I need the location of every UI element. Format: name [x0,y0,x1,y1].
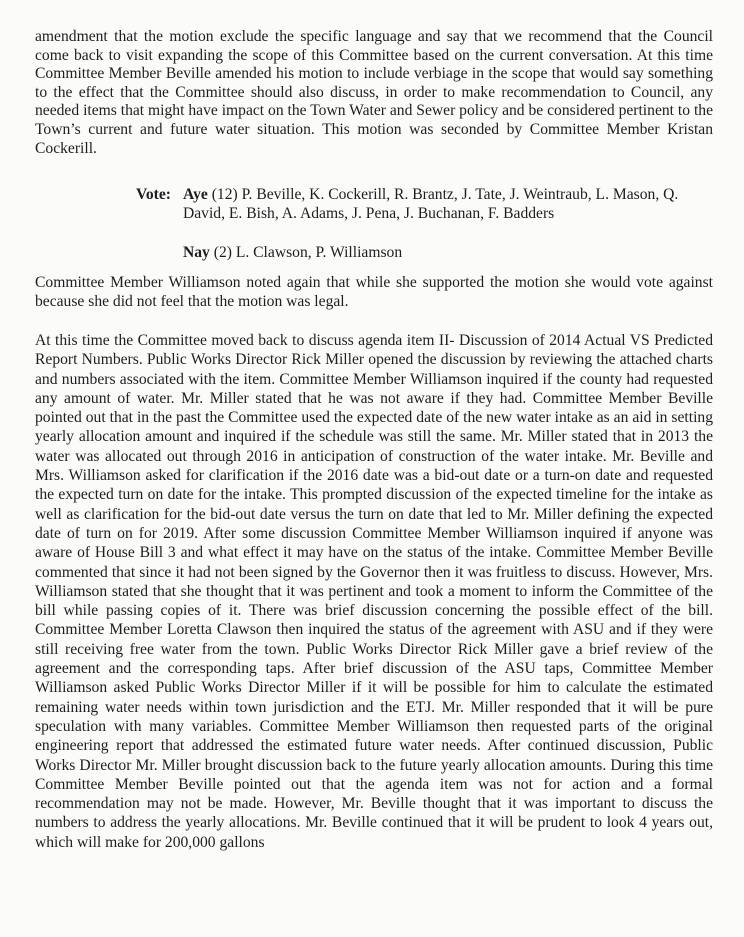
aye-members: (12) P. Beville, K. Cockerill, R. Brantz, J. Tate, J. Weintraub, L. Mason, Q. David, E. Bish, A. Adams, J. Pena, J. Buchanan, F. Badders [183,186,679,222]
paragraph-agenda-discussion: At this time the Committee moved back to discuss agenda item II- Discussion of 2014 Actual VS Predicted Report Numbers. Public Works Director Rick Miller opened the discussion by reviewing the attached charts and numbers associated with the item. Committee Member Williamson inquired if the county had requested any amount of water. Mr. Miller stated that he was not aware if they had. Committee Member Beville pointed out that in the past the Committee used the expected date of the new water intake as an aid in setting yearly allocation amount and inquired if the schedule was still the same. Mr. Miller stated that in 2013 the water was allocated out through 2016 in anticipation of construction of the water intake. Mr. Beville and Mrs. Williamson asked for clarification if the 2016 date was a bid-out date or a turn-on date and requested the expected turn on date for the intake. This prompted discussion of the expected timeline for the intake as well as clarification for the bid-out date versus the turn on date that led to Mr. Miller defining the expected date of turn on for 2019. After some discussion Committee Member Williamson inquired if anyone was aware of House Bill 3 and what effect it may have on the status of the intake. Committee Member Beville commented that since it had not been signed by the Governor then it was fruitless to discuss. However, Mrs. Williamson stated that she thought that it was pertinent and took a moment to inform the Committee of the bill while passing copies of it. There was brief discussion concerning the possible effect of the bill. Committee Member Loretta Clawson then inquired the status of the agreement with ASU and if they were still receiving free water from the town. Public Works Director Rick Miller gave a brief review of the agreement and the corresponding taps. After brief discussion of the ASU taps, Committee Member Williamson asked Public Works Director Miller if it will be possible for him to calculate the estimated remaining water needs within town jurisdiction and the ETJ. Mr. Miller responded that it will be pure speculation with many variables. Committee Member Williamson then requested parts of the original engineering report that addressed the estimated future water needs. After continued discussion, Public Works Director Mr. Miller brought discussion back to the future yearly allocation amounts. During this time Committee Member Beville pointed out that the agenda item was not for action and a formal recommendation may not be made. However, Mr. Beville thought that it was important to discuss the numbers to address the yearly allocations. Mr. Beville continued that it will be prudent to look 4 years out, which will make for 200,000 gallons [35,332,713,851]
aye-row [136,185,696,223]
vote-label: Vote: [136,186,171,203]
paragraph-williamson-note: Committee Member Williamson noted again that while she supported the motion she would vote against because she did not feel that the motion was legal. [35,274,713,310]
vote-block [136,185,696,262]
aye-label: Aye [183,186,208,203]
nay-label: Nay [183,244,210,261]
nay-row [136,243,696,262]
aye-text [183,185,696,223]
nay-members: (2) L. Clawson, P. Williamson [209,244,403,261]
paragraph-motion-amendment: amendment that the motion exclude the specific language and say that we recommend that the Council come back to visit expanding the scope of this Committee based on the current conversation. At this time Committee Member Beville amended his motion to include verbiage in the scope that would say something to the effect that the Committee should also discuss, in order to make recommendation to Council, any needed items that might have impact on the Town Water and Sewer policy and be considered pertinent to the Town’s current and future water situation. This motion was seconded by Committee Member Kristan Cockerill. [35,28,713,157]
